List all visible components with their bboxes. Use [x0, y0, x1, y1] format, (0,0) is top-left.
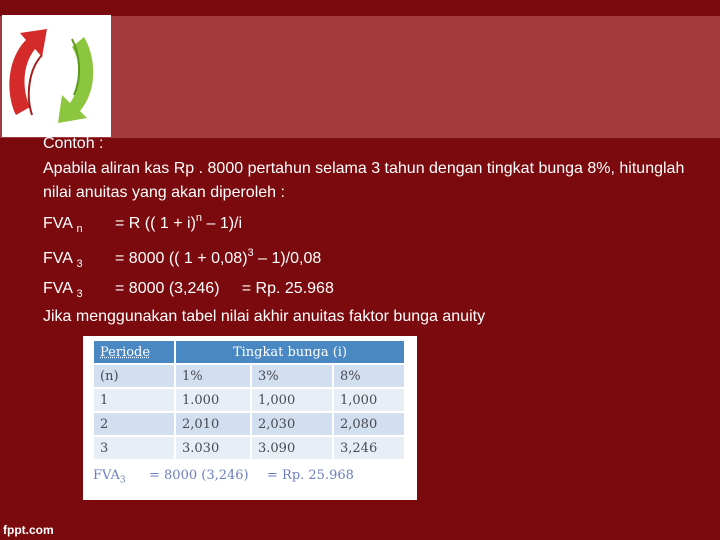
result-subscript: 3 — [119, 475, 126, 486]
table-cell: 1,000 — [334, 389, 406, 413]
logo-box — [2, 15, 111, 137]
table-cell: 3 — [94, 437, 176, 461]
annuity-factor-table — [94, 341, 406, 461]
table-cell: 3.090 — [252, 437, 334, 461]
formula-line — [43, 241, 693, 277]
table-cell: 2,010 — [176, 413, 252, 437]
fva-label: FVA — [43, 214, 73, 232]
formula-line — [43, 277, 693, 307]
table-cell: (n) — [94, 365, 176, 389]
table-row — [94, 413, 406, 437]
result-value: = Rp. 25.968 — [267, 468, 354, 483]
fva-subscript: 3 — [76, 287, 83, 300]
table-cell: 1.000 — [176, 389, 252, 413]
formula-expression-end: – 1)/i — [202, 214, 243, 232]
formula-exponent: 3 — [247, 247, 254, 259]
example-content — [43, 132, 693, 306]
header-tingkat-bunga: Tingkat bunga (i) — [176, 341, 406, 365]
formula-exponent: n — [195, 211, 203, 224]
formula-expression: = 8000 (( 1 + 0,08) — [115, 250, 248, 267]
formula-line — [43, 206, 693, 242]
table-row — [94, 389, 406, 413]
table-cell: 8% — [334, 365, 406, 389]
fva-subscript: 3 — [76, 258, 83, 270]
result-calculation: = 8000 (3,246) — [149, 468, 249, 483]
footer-watermark: fppt.com — [3, 523, 54, 537]
table-note: Jika menggunakan tabel nilai akhir anuitas faktor bunga anuity — [43, 308, 486, 325]
table-cell: 2,080 — [334, 413, 406, 437]
fva-subscript: n — [76, 222, 83, 235]
formula-expression-end: – 1)/0,08 — [253, 250, 322, 267]
fva-label: FVA — [43, 250, 73, 267]
formula-expression: = R (( 1 + i) — [115, 214, 196, 232]
header-periode: Periode — [94, 341, 176, 365]
table-cell: 2 — [94, 413, 176, 437]
formula-result: = Rp. 25.968 — [241, 279, 334, 297]
table-cell: 3.030 — [176, 437, 252, 461]
formula-expression: = 8000 (3,246) — [115, 279, 220, 297]
table-cell: 3% — [252, 365, 334, 389]
fva-label: FVA — [43, 279, 73, 297]
annuity-table-card — [83, 336, 417, 500]
circular-arrows-icon — [2, 15, 111, 137]
result-label: FVA — [93, 468, 120, 483]
table-result-line — [93, 468, 354, 486]
table-cell: 1 — [94, 389, 176, 413]
table-cell: 2,030 — [252, 413, 334, 437]
table-row — [94, 437, 406, 461]
table-cell: 3,246 — [334, 437, 406, 461]
example-heading: Contoh : — [43, 135, 104, 152]
table-cell: 1,000 — [252, 389, 334, 413]
table-cell: 1% — [176, 365, 252, 389]
problem-paragraph: Apabila aliran kas Rp . 8000 pertahun selama 3 tahun dengan tingkat bunga 8%, hitunglah nilai anuitas yang akan diperoleh : — [43, 159, 685, 201]
table-subheader-row — [94, 365, 406, 389]
